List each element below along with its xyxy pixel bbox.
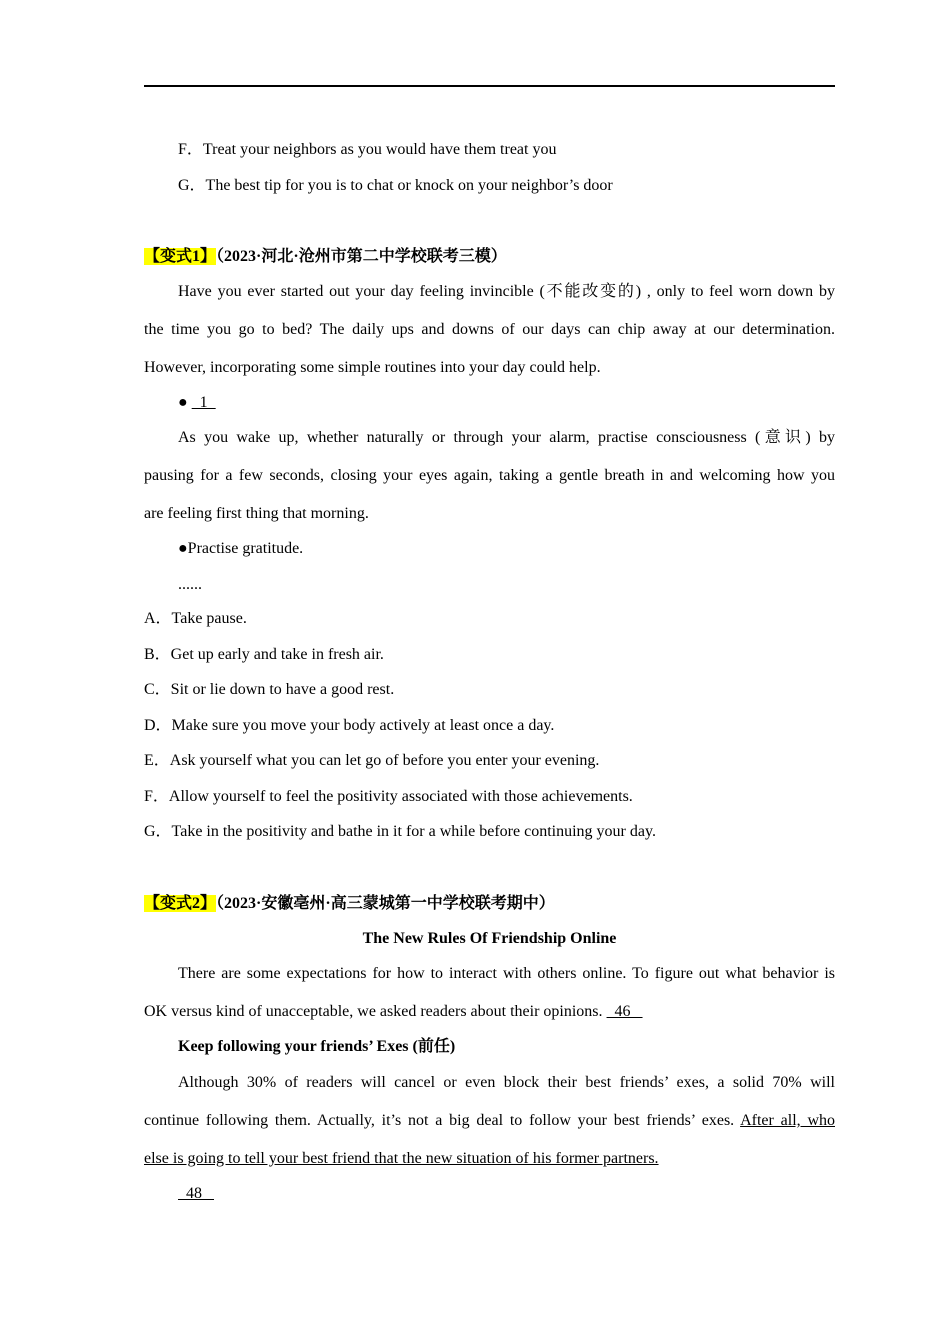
variant2-heading — [144, 894, 835, 914]
v2-para2-line3-underlined: else is going to tell your best friend that the new situation of his former partners. — [144, 1150, 659, 1167]
blank-1: 1 — [191, 394, 216, 411]
v1-option-d: D．Make sure you move your body actively at least once a day. — [144, 717, 555, 734]
blank-48: 48 — [178, 1185, 214, 1202]
article-title: The New Rules Of Friendship Online — [362, 930, 617, 947]
v1-bullet1 — [178, 393, 835, 413]
v1-option-g: G．Take in the positivity and bathe in it for a while before continuing your day. — [144, 823, 656, 840]
subheading-exes: Keep following your friends’ Exes (前任) — [178, 1038, 456, 1055]
v1-option-a: A．Take pause. — [144, 610, 247, 627]
option-g-prev: G．The best tip for you is to chat or knock on your neighbor’s door — [178, 177, 613, 194]
v2-para2-line2-plain: continue following them. Actually, it’s not a big deal to follow your best friends’ exes. — [144, 1112, 735, 1129]
v1-para2-line2: pausing for a few seconds, closing your eyes again, taking a gentle breath in and welcoming how you — [144, 467, 835, 484]
blank-48-line — [178, 1184, 835, 1204]
v2-para2-line1: Although 30% of readers will cancel or even block their best friends’ exes, a solid 70% will — [178, 1074, 835, 1091]
v1-option-f: F．Allow yourself to feel the positivity associated with those achievements. — [144, 788, 633, 805]
v1-para1-line3: However, incorporating some simple routines into your day could help. — [144, 359, 601, 376]
v2-para1-line2 — [144, 1002, 835, 1022]
v1-option-c: C．Sit or lie down to have a good rest. — [144, 681, 395, 698]
blank-46: 46 — [606, 1003, 643, 1020]
v1-para1-line1: Have you ever started out your day feeling invincible (不能改变的) , only to feel worn down by — [178, 283, 835, 300]
v1-para1-line2: the time you go to bed? The daily ups and downs of our days can chip away at our determination. — [144, 321, 835, 338]
v2-para1-line2-text: OK versus kind of unacceptable, we asked readers about their opinions. — [144, 1003, 603, 1020]
header-rule — [144, 85, 835, 87]
v1-bullet2: ●Practise gratitude. — [178, 540, 304, 557]
bullet-dot: ● — [178, 394, 188, 411]
v2-para1-line1: There are some expectations for how to interact with others online. To figure out what behavior is — [178, 965, 835, 982]
v2-para2-line2 — [144, 1111, 835, 1131]
variant2-source: （2023·安徽亳州·高三蒙城第一中学校联考期中） — [216, 895, 555, 912]
v1-option-e: E．Ask yourself what you can let go of before you enter your evening. — [144, 752, 600, 769]
variant1-source: （2023·河北·沧州市第二中学校联考三模） — [216, 248, 507, 265]
option-f-prev: F．Treat your neighbors as you would have them treat you — [178, 141, 557, 158]
v2-para2-line3 — [144, 1149, 835, 1169]
v1-para2-line1: As you wake up, whether naturally or through your alarm, practise consciousness (意识) by — [178, 429, 835, 446]
v1-option-b: B．Get up early and take in fresh air. — [144, 646, 384, 663]
v1-ellipsis: ...... — [178, 576, 202, 593]
variant2-tag: 【变式2】 — [144, 895, 217, 912]
variant1-heading — [144, 247, 835, 267]
v1-para2-line3: are feeling first thing that morning. — [144, 505, 369, 522]
variant1-tag: 【变式1】 — [144, 248, 217, 265]
v2-para2-line2-underlined: After all, who — [740, 1112, 835, 1129]
